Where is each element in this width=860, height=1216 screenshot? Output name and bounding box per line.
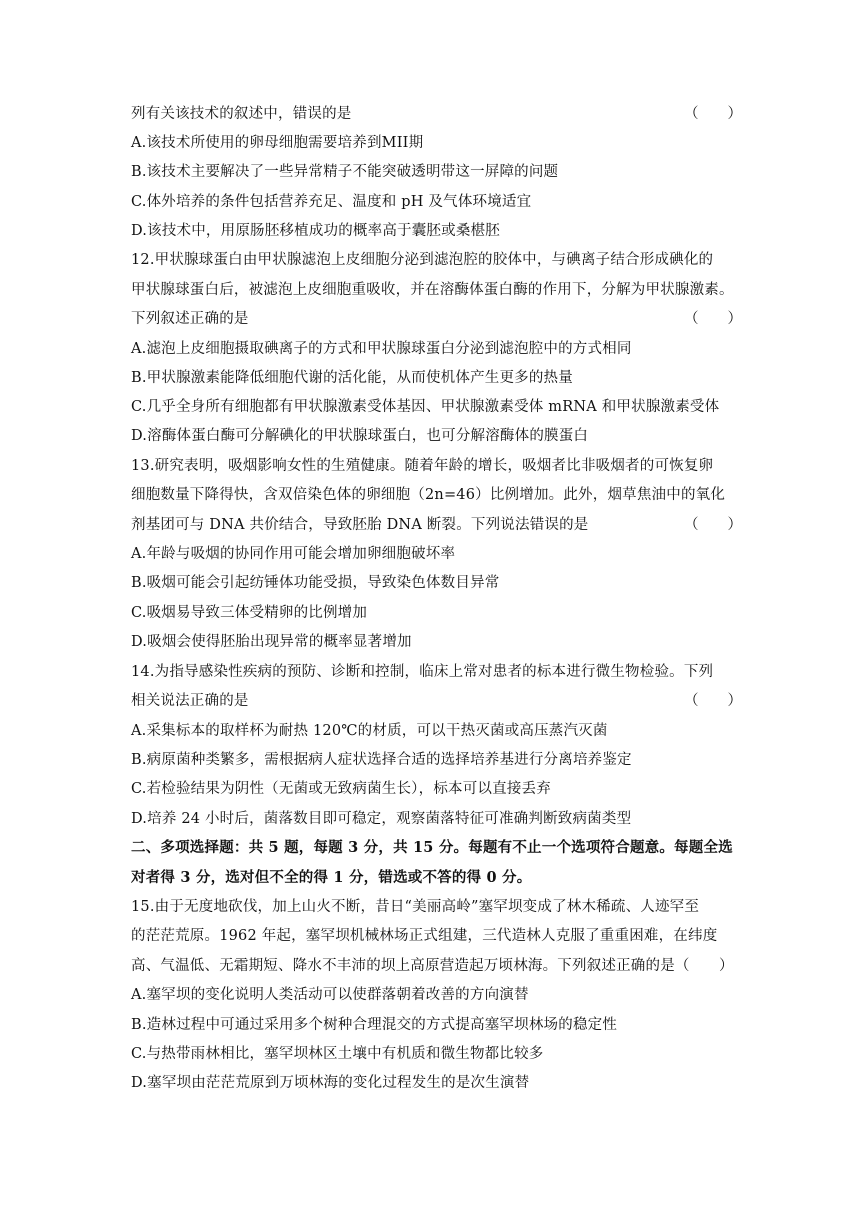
q12-stem-line: 12.甲状腺球蛋白由甲状腺滤泡上皮细胞分泌到滤泡腔的胶体中，与碘离子结合形成碘化的 <box>131 252 714 268</box>
q14-option-b: B.病原菌种类繁多，需根据病人症状选择合适的选择培养基进行分离培养鉴定 <box>131 752 632 768</box>
q13-stem-line: 细胞数量下降得快，含双倍染色体的卵细胞（2n=46）比例增加。此外，烟草焦油中的氧化 <box>131 487 726 503</box>
q11-option-b: B.该技术主要解决了一些异常精子不能突破透明带这一屏障的问题 <box>131 164 559 180</box>
q11-option-a: A.该技术所使用的卵母细胞需要培养到MII期 <box>131 135 424 151</box>
q14-option-c: C.若检验结果为阴性（无菌或无致病菌生长），标本可以直接丢弃 <box>131 781 551 797</box>
q15-stem-line: 15.由于无度地砍伐，加上山火不断，昔日“美丽高岭”塞罕坝变成了林木稀疏、人迹罕至 <box>131 899 700 915</box>
q13-option-b: B.吸烟可能会引起纺锤体功能受损，导致染色体数目异常 <box>131 575 500 591</box>
q14-stem-line: 14.为指导感染性疾病的预防、诊断和控制，临床上常对患者的标本进行微生物检验。下列 <box>131 664 714 680</box>
answer-paren: （ ） <box>684 693 742 709</box>
q14-option-d: D.培养 24 小时后，菌落数目即可稳定，观察菌落特征可准确判断致病菌类型 <box>131 811 632 827</box>
answer-paren: （ ） <box>684 311 742 327</box>
q13-stem-line: 13.研究表明，吸烟影响女性的生殖健康。随着年龄的增长，吸烟者比非吸烟者的可恢复卵 <box>131 458 714 474</box>
q12-option-a: A.滤泡上皮细胞摄取碘离子的方式和甲状腺球蛋白分泌到滤泡腔中的方式相同 <box>131 341 632 357</box>
q11-option-d: D.该技术中，用原肠胚移植成功的概率高于囊胚或桑椹胚 <box>131 223 500 239</box>
q15-stem-line: 的茫茫荒原。1962 年起，塞罕坝机械林场正式组建，三代造林人克服了重重困难，在纬度 <box>131 928 718 944</box>
q15-option-b: B.造林过程中可通过采用多个树种合理混交的方式提高塞罕坝林场的稳定性 <box>131 1017 618 1033</box>
q13-option-a: A.年龄与吸烟的协同作用可能会增加卵细胞破坏率 <box>131 546 456 562</box>
section-heading: 二、多项选择题：共 5 题，每题 3 分，共 15 分。每题有不止一个选项符合题意。每题全选 <box>131 839 733 856</box>
q14-stem-line: 相关说法正确的是 <box>131 693 249 709</box>
section-heading: 对者得 3 分，选对但不全的得 1 分，错选或不答的得 0 分。 <box>131 869 532 886</box>
q15-stem-line: 高、气温低、无霜期短、降水不丰沛的坝上高原营造起万顷林海。下列叙述正确的是（ ） <box>131 958 734 974</box>
q11-stem-end: 列有关该技术的叙述中，错误的是 <box>131 106 352 122</box>
q11-option-c: C.体外培养的条件包括营养充足、温度和 pH 及气体环境适宜 <box>131 194 532 210</box>
q13-option-d: D.吸烟会使得胚胎出现异常的概率显著增加 <box>131 634 412 650</box>
q12-stem-line: 甲状腺球蛋白后，被滤泡上皮细胞重吸收，并在溶酶体蛋白酶的作用下，分解为甲状腺激素。 <box>131 282 734 298</box>
q15-option-a: A.塞罕坝的变化说明人类活动可以使群落朝着改善的方向演替 <box>131 987 529 1003</box>
q15-option-d: D.塞罕坝由茫茫荒原到万顷林海的变化过程发生的是次生演替 <box>131 1075 530 1091</box>
q14-option-a: A.采集标本的取样杯为耐热 120℃的材质，可以干热灭菌或高压蒸汽灭菌 <box>131 723 608 739</box>
q12-option-c: C.几乎全身所有细胞都有甲状腺激素受体基因、甲状腺激素受体 mRNA 和甲状腺激素受体 <box>131 399 720 415</box>
q12-option-d: D.溶酶体蛋白酶可分解碘化的甲状腺球蛋白，也可分解溶酶体的膜蛋白 <box>131 428 589 444</box>
answer-paren: （ ） <box>684 517 742 533</box>
q12-stem-line: 下列叙述正确的是 <box>131 311 249 327</box>
q13-option-c: C.吸烟易导致三体受精卵的比例增加 <box>131 605 368 621</box>
q13-stem-line: 剂基团可与 DNA 共价结合，导致胚胎 DNA 断裂。下列说法错误的是 <box>131 517 589 533</box>
q12-option-b: B.甲状腺激素能降低细胞代谢的活化能，从而使机体产生更多的热量 <box>131 370 573 386</box>
answer-paren: （ ） <box>684 106 742 122</box>
q15-option-c: C.与热带雨林相比，塞罕坝林区土壤中有机质和微生物都比较多 <box>131 1046 544 1062</box>
